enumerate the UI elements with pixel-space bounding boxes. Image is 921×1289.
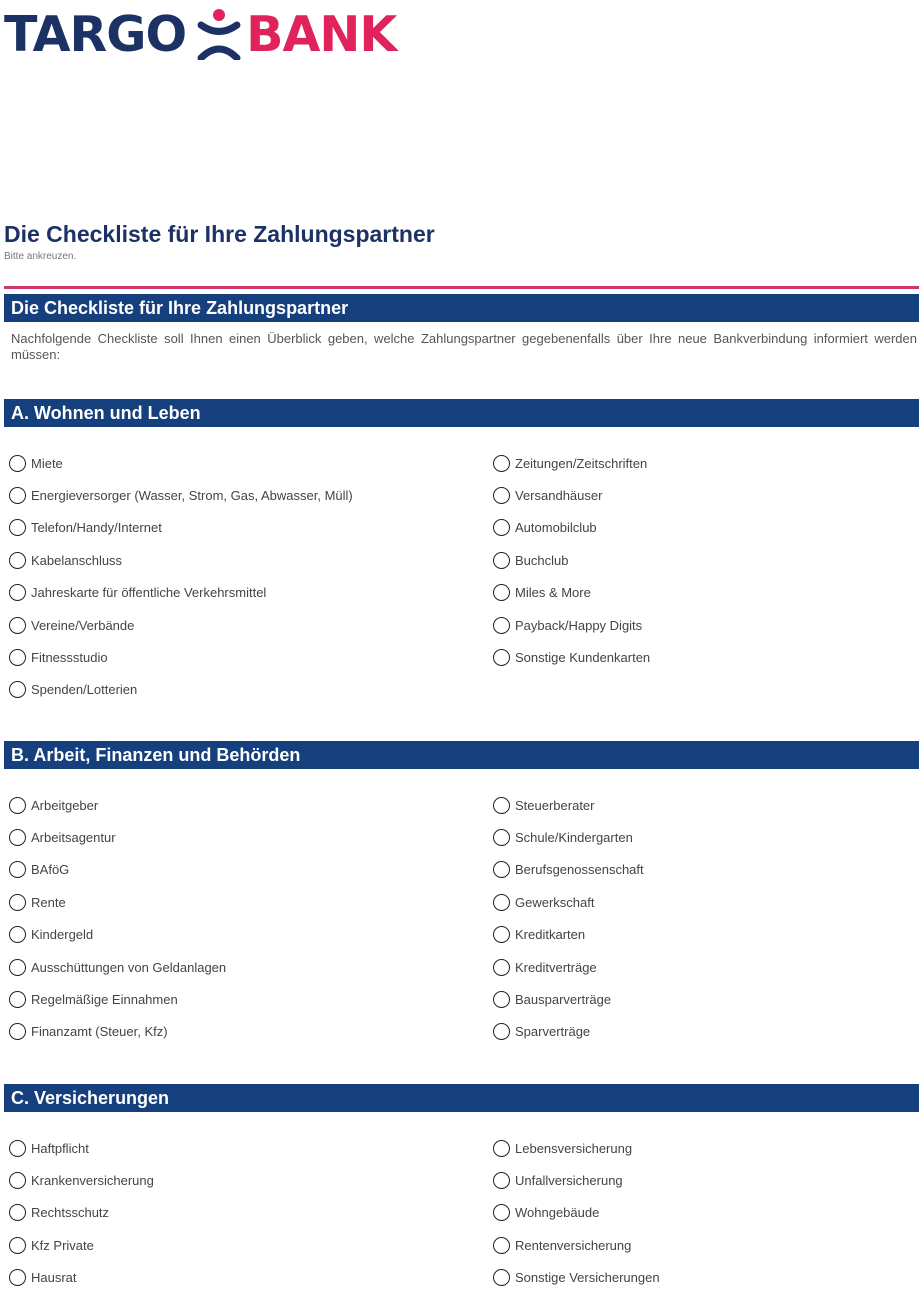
checklist-item[interactable] [493,826,633,848]
checklist-item[interactable] [9,891,66,913]
checklist-item-label: Lebensversicherung [515,1140,633,1156]
checklist-item-label: Rechtsschutz [31,1205,110,1221]
checklist-item[interactable] [9,1169,154,1191]
checklist-item-label: Sonstige Kundenkarten [515,649,651,665]
checklist-item[interactable] [9,549,122,571]
logo-figure-icon [196,8,242,60]
checklist-item-label: Wohngebäude [515,1205,600,1221]
checklist-item-label: Energieversorger (Wasser, Strom, Gas, Abwasser, Müll) [31,487,353,503]
logo-word-bank: BANK [246,5,397,63]
checklist-item-label: Steuerberater [515,797,595,813]
radio-circle-icon[interactable] [9,487,26,504]
radio-circle-icon[interactable] [9,584,26,601]
checklist-item-label: Buchclub [515,552,569,568]
radio-circle-icon[interactable] [9,1023,26,1040]
radio-circle-icon[interactable] [9,552,26,569]
radio-circle-icon[interactable] [493,1269,510,1286]
radio-circle-icon[interactable] [493,829,510,846]
section-heading-bar [4,1084,919,1112]
checklist-item-label: Payback/Happy Digits [515,617,643,633]
radio-circle-icon[interactable] [493,1023,510,1040]
checklist-item[interactable] [9,988,178,1010]
checklist-item-label: Sonstige Versicherungen [515,1270,660,1286]
radio-circle-icon[interactable] [493,1237,510,1254]
checklist-item[interactable] [493,549,568,571]
checklist-item[interactable] [9,826,116,848]
radio-circle-icon[interactable] [9,649,26,666]
checklist-item-label: Arbeitgeber [31,797,99,813]
checklist-item[interactable] [493,1137,632,1159]
radio-circle-icon[interactable] [493,959,510,976]
page-title: Die Checkliste für Ihre Zahlungspartner [4,221,435,247]
checklist-item[interactable] [493,891,594,913]
checklist-item-label: Arbeitsagentur [31,829,116,845]
radio-circle-icon[interactable] [9,1172,26,1189]
checklist-item-label: Ausschüttungen von Geldanlagen [31,959,227,975]
checklist-item-label: Sparverträge [515,1024,591,1040]
checklist-item-label: Haftpflicht [31,1140,89,1156]
checklist-item[interactable] [9,517,162,539]
radio-circle-icon[interactable] [493,861,510,878]
radio-circle-icon[interactable] [9,681,26,698]
checklist-item[interactable] [9,484,353,506]
checklist-item-label: Telefon/Handy/Internet [31,520,162,536]
radio-circle-icon[interactable] [9,991,26,1008]
radio-circle-icon[interactable] [9,617,26,634]
checklist-item-label: Rentenversicherung [515,1237,632,1253]
checklist-item[interactable] [493,956,597,978]
intro-text: Nachfolgende Checkliste soll Ihnen einen Überblick geben, welche Zahlungspartner gegebenenfalls über Ihre neue Bankverbindung informiert werden müssen: [11,331,917,362]
checklist-item[interactable] [9,679,137,701]
radio-circle-icon[interactable] [9,1204,26,1221]
checklist-item[interactable] [9,794,98,816]
checklist-item-label: Automobilclub [515,520,597,536]
checklist-item-label: Gewerkschaft [515,894,595,910]
radio-circle-icon[interactable] [493,487,510,504]
checklist-item[interactable] [493,614,642,636]
radio-circle-icon[interactable] [9,861,26,878]
checklist-item[interactable] [9,452,63,474]
checklist-item[interactable] [9,859,69,881]
checklist-item-label: Jahreskarte für öffentliche Verkehrsmittel [31,585,267,601]
radio-circle-icon[interactable] [9,1269,26,1286]
checklist-item-label: Bausparverträge [515,991,612,1007]
checklist-item[interactable] [493,582,591,604]
checklist-item[interactable] [493,1234,631,1256]
radio-circle-icon[interactable] [493,519,510,536]
checklist-item-label: Zeitungen/Zeitschriften [515,455,648,471]
checklist-item-label: Kindergeld [31,927,94,943]
radio-circle-icon[interactable] [493,991,510,1008]
checklist-item[interactable] [9,1021,168,1043]
checklist-item[interactable] [493,484,602,506]
radio-circle-icon[interactable] [9,829,26,846]
radio-circle-icon[interactable] [493,1204,510,1221]
checklist-item[interactable] [493,1267,660,1289]
intro-heading-bar [4,294,919,322]
checklist-item[interactable] [493,859,644,881]
radio-circle-icon[interactable] [9,1237,26,1254]
radio-circle-icon[interactable] [9,1140,26,1157]
checklist-item-label: Unfallversicherung [515,1172,623,1188]
checklist-item-label: Rente [31,894,66,910]
section-heading-bar [4,399,919,427]
radio-circle-icon[interactable] [9,519,26,536]
divider [4,286,919,289]
radio-circle-icon[interactable] [493,1172,510,1189]
checklist-item-label: Regelmäßige Einnahmen [31,991,178,1007]
radio-circle-icon[interactable] [9,455,26,472]
checklist-item-label: Hausrat [31,1270,77,1286]
checklist-item[interactable] [493,1169,623,1191]
checklist-item[interactable] [9,1234,94,1256]
checklist-item[interactable] [9,1202,109,1224]
checklist-item[interactable] [493,452,647,474]
targobank-logo [4,4,396,64]
checklist-item-label: Kfz Private [31,1237,94,1253]
radio-circle-icon[interactable] [9,926,26,943]
checklist-item[interactable] [493,924,585,946]
radio-circle-icon[interactable] [493,894,510,911]
checklist-item[interactable] [493,646,650,668]
checklist-item[interactable] [493,1202,599,1224]
checklist-item-label: Spenden/Lotterien [31,682,138,698]
checklist-item[interactable] [493,988,611,1010]
intro-heading: Die Checkliste für Ihre Zahlungspartner [11,297,349,318]
checklist-item-label: Kreditverträge [515,959,597,975]
radio-circle-icon[interactable] [493,797,510,814]
radio-circle-icon[interactable] [493,584,510,601]
logo-word-targo: TARGO [4,5,187,63]
checklist-item-label: Versandhäuser [515,487,603,503]
radio-circle-icon[interactable] [493,552,510,569]
section-heading-bar [4,741,919,769]
checklist-item-label: Vereine/Verbände [31,617,135,633]
section-heading: B. Arbeit, Finanzen und Behörden [11,744,301,765]
radio-circle-icon[interactable] [9,894,26,911]
section-heading: C. Versicherungen [11,1087,170,1108]
radio-circle-icon[interactable] [493,1140,510,1157]
checklist-item-label: Schule/Kindergarten [515,829,633,845]
checklist-item[interactable] [493,517,597,539]
checklist-item-label: Krankenversicherung [31,1172,154,1188]
section-heading: A. Wohnen und Leben [11,402,201,423]
page-subtitle: Bitte ankreuzen. [4,251,77,262]
checklist-item-label: Miles & More [515,585,591,601]
checklist-item[interactable] [9,1137,89,1159]
checklist-item[interactable] [9,582,266,604]
checklist-item-label: Miete [31,455,63,471]
checklist-item[interactable] [9,924,93,946]
checklist-item-label: BAföG [31,862,70,878]
checklist-item[interactable] [9,646,108,668]
radio-circle-icon[interactable] [493,617,510,634]
checklist-item-label: Kreditkarten [515,927,586,943]
radio-circle-icon[interactable] [493,926,510,943]
checklist-item-label: Berufsgenossenschaft [515,862,644,878]
radio-circle-icon[interactable] [493,649,510,666]
checklist-item-label: Fitnessstudio [31,649,108,665]
radio-circle-icon[interactable] [9,959,26,976]
checklist-item-label: Kabelanschluss [31,552,123,568]
checklist-item[interactable] [9,614,134,636]
checklist-item[interactable] [493,794,595,816]
radio-circle-icon[interactable] [9,797,26,814]
checklist-item[interactable] [9,956,226,978]
checklist-item[interactable] [9,1267,77,1289]
radio-circle-icon[interactable] [493,455,510,472]
checklist-item-label: Finanzamt (Steuer, Kfz) [31,1024,168,1040]
checklist-item[interactable] [493,1021,590,1043]
